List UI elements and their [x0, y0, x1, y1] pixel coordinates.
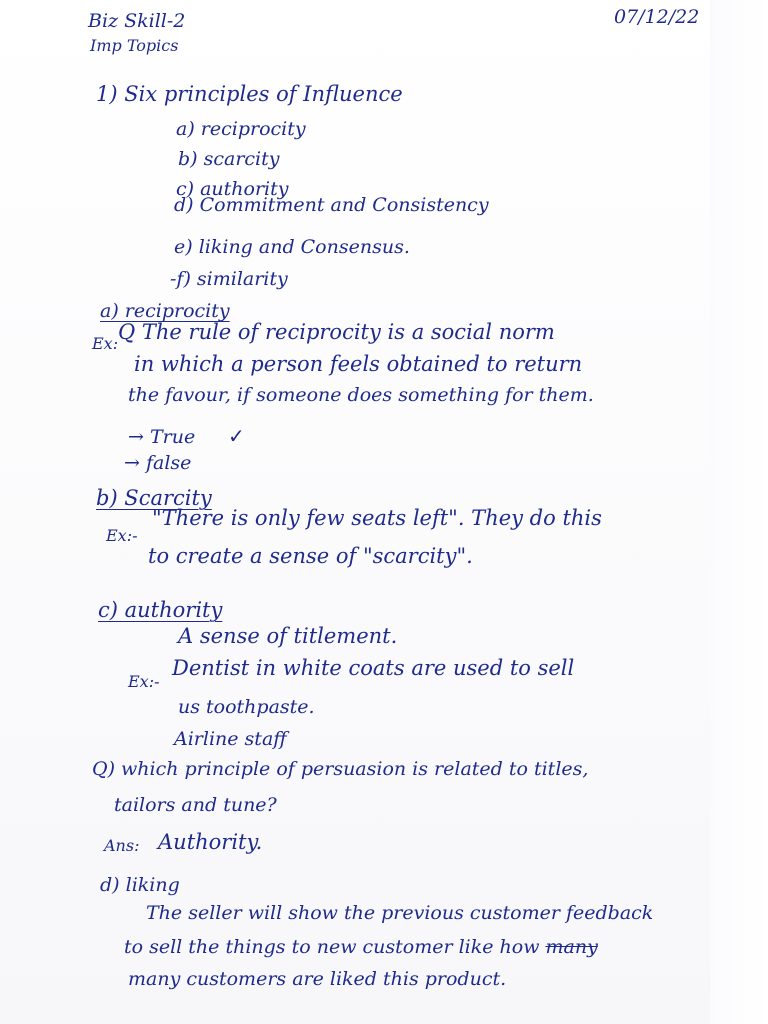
reciprocity-question-line: in which a person feels obtained to return [134, 352, 583, 376]
example-label: Ex:- [128, 672, 160, 691]
scarcity-line: "There is only few seats left". They do this [152, 506, 602, 530]
principle-item: b) scarcity [178, 148, 280, 170]
section-heading-principles: 1) Six principles of Influence [96, 82, 403, 106]
answer-label: Ans: [104, 836, 140, 855]
liking-line [124, 938, 598, 957]
liking-line: many customers are liked this product. [128, 968, 507, 990]
authority-example-line: Airline staff [174, 728, 287, 750]
scarcity-line: to create a sense of "scarcity". [148, 544, 473, 568]
principle-item: a) reciprocity [176, 118, 306, 140]
principle-item: e) liking and Consensus. [174, 236, 410, 258]
reciprocity-question-line: the favour, if someone does something for them. [128, 384, 594, 406]
authority-question-line: Q) which principle of persuasion is related to titles, [92, 758, 589, 780]
example-label: Ex: [92, 334, 119, 353]
example-label: Ex:- [106, 526, 138, 545]
reciprocity-heading: a) reciprocity [100, 300, 230, 322]
authority-definition: A sense of titlement. [178, 624, 398, 648]
authority-example-line: us toothpaste. [178, 696, 315, 718]
note-date: 07/12/22 [614, 6, 700, 28]
course-title: Biz Skill-2 [88, 10, 186, 32]
authority-answer: Authority. [158, 830, 263, 854]
answer-option-false: → false [124, 452, 192, 474]
reciprocity-question-line: Q The rule of reciprocity is a social norm [118, 320, 555, 344]
liking-line: The seller will show the previous customer feedback [146, 902, 654, 924]
principle-item: d) Commitment and Consistency [174, 194, 489, 216]
liking-heading: d) liking [100, 874, 180, 896]
struck-word: many [545, 936, 598, 958]
scarcity-heading: b) Scarcity [96, 486, 212, 510]
authority-example-line: Dentist in white coats are used to sell [172, 656, 575, 680]
topics-subtitle: Imp Topics [90, 36, 179, 55]
authority-question-line: tailors and tune? [114, 794, 277, 816]
liking-line-text: to sell the things to new customer like how [124, 936, 540, 958]
checkmark-icon: ✓ [228, 424, 245, 448]
answer-option-true: → True [128, 426, 196, 448]
principle-item: c) authority [176, 178, 289, 200]
page-edge [710, 0, 768, 1024]
authority-heading: c) authority [98, 598, 223, 622]
principle-item: -f) similarity [170, 268, 288, 290]
